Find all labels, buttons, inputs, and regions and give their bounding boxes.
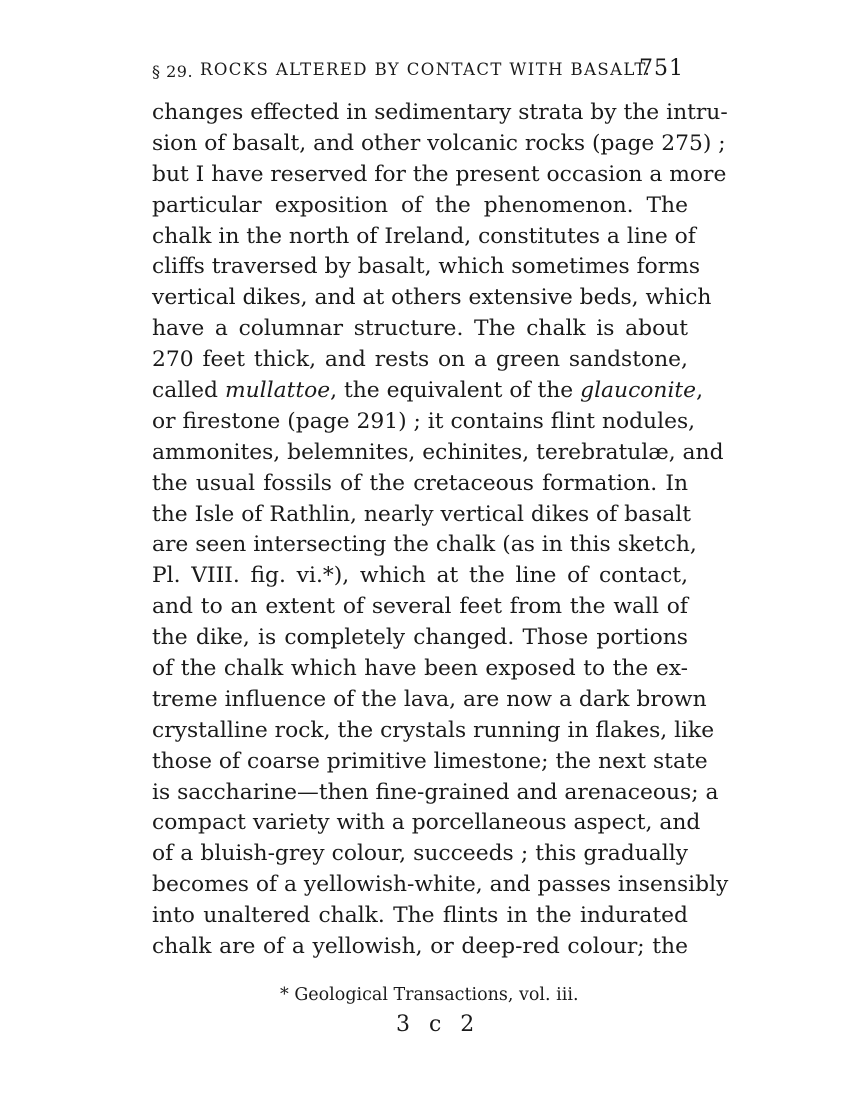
text-line: chalk are of a yellowish, or deep-red colour; the xyxy=(152,934,688,960)
text-line: the usual fossils of the cretaceous formation. In xyxy=(152,470,688,496)
text-line: changes effected in sedimentary strata by the intru- xyxy=(152,100,728,125)
text-line: chalk in the north of Ireland, constitutes a line of xyxy=(152,223,696,249)
text-line: called mullattoe, the equivalent of the glauconite, xyxy=(152,378,704,404)
text-line: and to an extent of several feet from the wall of xyxy=(152,594,688,620)
italic-term: mullattoe xyxy=(224,378,331,404)
running-title: ROCKS ALTERED BY CONTACT WITH BASALT. xyxy=(200,60,652,79)
text-line: vertical dikes, and at others extensive beds, which xyxy=(152,285,712,311)
text-line: 270 feet thick, and rests on a green sandstone, xyxy=(152,347,688,373)
text-line: particular exposition of the phenomenon. The xyxy=(152,192,688,218)
italic-term: glauconite xyxy=(580,378,697,404)
text-line: the dike, is completely changed. Those portions xyxy=(152,625,688,651)
footnote: * Geological Transactions, vol. iii. xyxy=(280,985,579,1005)
text-line: Pl. VIII. fig. vi.*), which at the line of contact, xyxy=(152,563,688,589)
text-line: is saccharine—then fine-grained and arenaceous; a xyxy=(152,779,719,805)
printer-signature: 3 c 2 xyxy=(396,1012,481,1037)
text-line: have a columnar structure. The chalk is about xyxy=(152,316,688,342)
text-line: but I have reserved for the present occasion a more xyxy=(152,161,727,187)
text-line: of a bluish-grey colour, succeeds ; this gradually xyxy=(152,841,688,867)
text-line: ammonites, belemnites, echinites, terebratulæ, and xyxy=(152,439,724,465)
text-line: crystalline rock, the crystals running in flakes, like xyxy=(152,717,715,743)
text-line: becomes of a yellowish-white, and passes insensibly xyxy=(152,872,729,898)
page-number: 751 xyxy=(639,56,684,81)
text-line: sion of basalt, and other volcanic rocks (page 275) ; xyxy=(152,130,726,156)
text-line: compact variety with a porcellaneous aspect, and xyxy=(152,810,701,836)
text-line: or firestone (page 291) ; it contains flint nodules, xyxy=(152,408,696,434)
text-line: the Isle of Rathlin, nearly vertical dikes of basalt xyxy=(152,501,692,527)
text-line: those of coarse primitive limestone; the next state xyxy=(152,748,708,774)
text-line: treme influence of the lava, are now a dark brown xyxy=(152,686,707,712)
section-number: § 29. xyxy=(152,62,194,81)
running-header xyxy=(152,56,692,86)
body-text xyxy=(152,98,729,963)
text-line: of the chalk which have been exposed to the ex- xyxy=(152,656,688,682)
text-line: are seen intersecting the chalk (as in this sketch, xyxy=(152,532,697,558)
text-line: into unaltered chalk. The flints in the indurated xyxy=(152,903,688,929)
text-line: cliffs traversed by basalt, which sometimes forms xyxy=(152,254,701,280)
